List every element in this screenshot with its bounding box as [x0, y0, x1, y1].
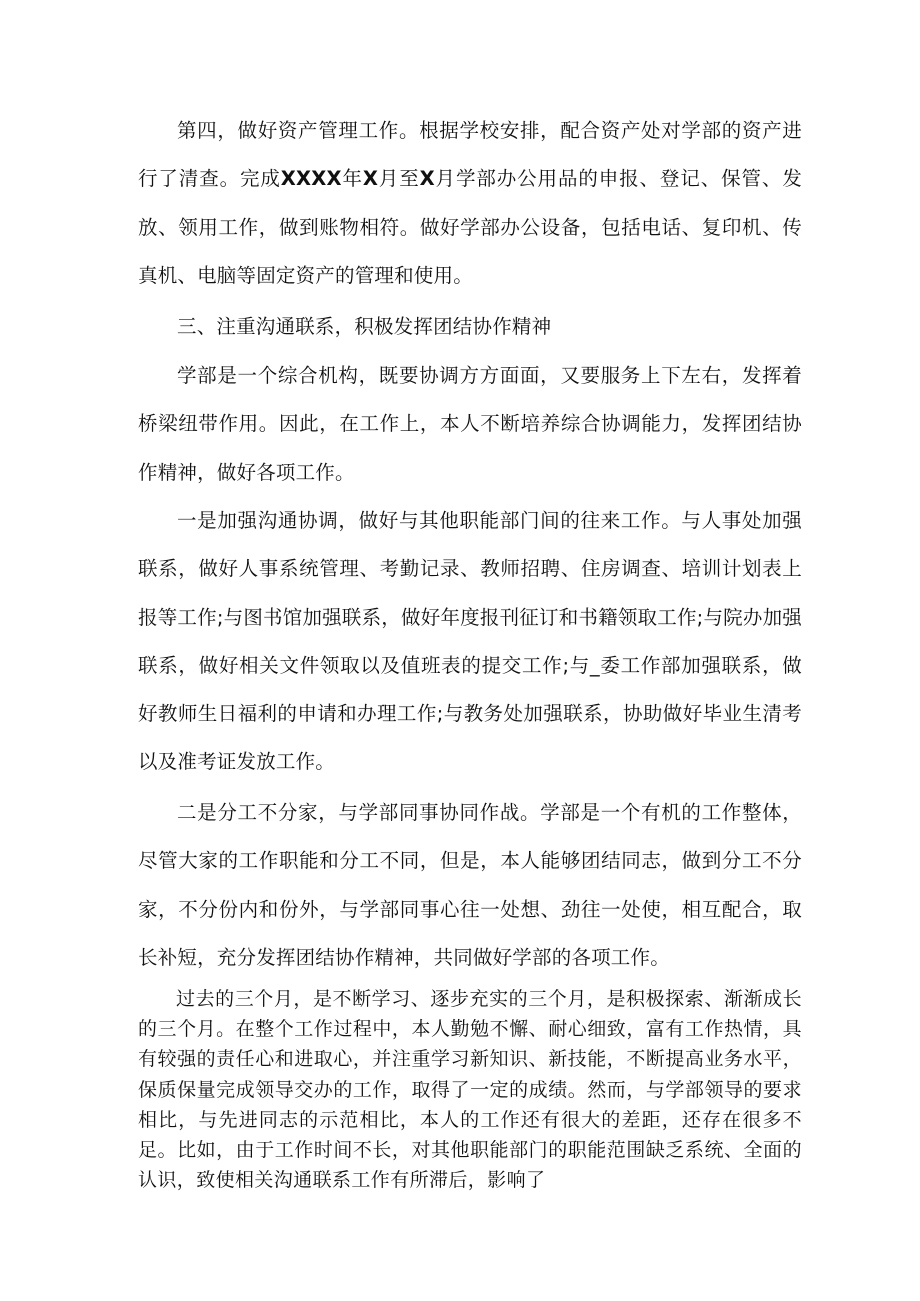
paragraph-summary: 过去的三个月，是不断学习、逐步充实的三个月，是积极探索、渐渐成长的三个月。在整个工作过程中，本人勤勉不懈、耐心细致，富有工作热情，具有较强的责任心和进取心，并注重学习新知识、新技能，不断提高业务水平，保质保量完成领导交办的工作，取得了一定的成绩。然而，与学部领导的要求相比，与先进同志的示范相比，本人的工作还有很大的差距，还存在很多不足。比如，由于工作时间不长，对其他职能部门的职能范围缺乏系统、全面的认识，致使相关沟通联系工作有所滞后，影响了	[138, 988, 802, 1192]
p1-year-placeholder: XXXX	[280, 167, 342, 191]
p1-text-d: 月学部办公用品的申报、登记、保管、发放、领用工作，做到账物相符。做好学部办公设备，包括电话、复印机、传真机、电脑等固定资产的管理和使用。	[138, 167, 803, 287]
p1-text-b: 年	[341, 167, 363, 191]
paragraph-coordination: 学部是一个综合机构，既要协调方方面面，又要服务上下左右，发挥着桥梁纽带作用。因此，在工作上，本人不断培养综合协调能力，发挥团结协作精神，做好各项工作。	[138, 364, 802, 484]
paragraph-asset-management	[138, 107, 802, 300]
section-heading: 三、注重沟通联系，积极发挥团结协作精神	[177, 315, 552, 338]
p1-text-a: 第四，做好资产管理工作。根据学校安排，配合资产处对学部的资产进行了清查。完成	[138, 119, 802, 191]
paragraph-teamwork: 二是分工不分家，与学部同事协同作战。学部是一个有机的工作整体，尽管大家的工作职能和分工不同，但是，本人能够团结同志，做到分工不分家，不分份内和份外，与学部同事心往一处想、劲往一处使，相互配合，取长补短，充分发挥团结协作精神，共同做好学部的各项工作。	[138, 801, 802, 969]
p1-month-placeholder-1: X	[362, 167, 379, 191]
p1-month-placeholder-2: X	[419, 167, 435, 191]
p1-text-c: 月至	[378, 167, 420, 191]
paragraph-communication: 一是加强沟通协调，做好与其他职能部门间的往来工作。与人事处加强联系，做好人事系统管理、考勤记录、教师招聘、住房调查、培训计划表上报等工作;与图书馆加强联系，做好年度报刊征订和书籍领取工作;与院办加强联系，做好相关文件领取以及值班表的提交工作;与_委工作部加强联系，做好教师生日福利的申请和办理工作;与教务处加强联系，协助做好毕业生清考以及准考证发放工作。	[138, 509, 802, 774]
